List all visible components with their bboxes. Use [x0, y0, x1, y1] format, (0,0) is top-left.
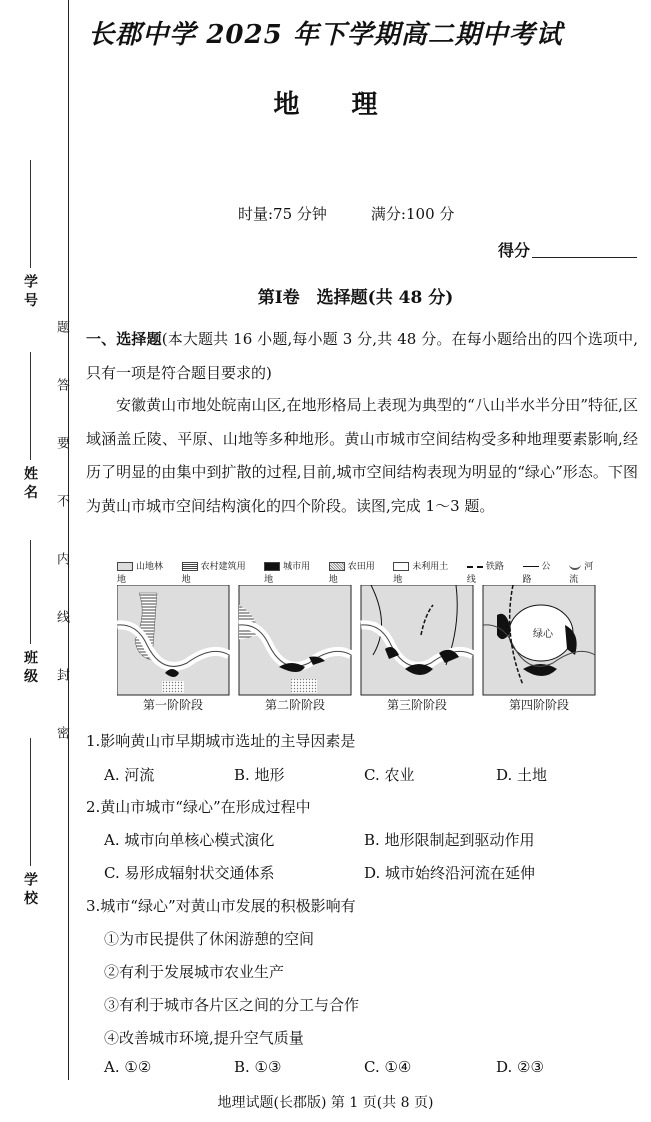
city-structure-figure: [117, 562, 602, 715]
class-label: 班 级: [22, 650, 38, 683]
question-1-option-b: B. 地形: [234, 766, 285, 784]
figure-legend: [117, 562, 602, 585]
question-3-item: ②有利于发展城市农业生产: [104, 963, 285, 981]
instructions-heading: 一、选择题: [86, 330, 162, 348]
question-3-item: ①为市民提供了休闲游憩的空间: [104, 930, 315, 948]
page-footer: 地理试题(长郡版) 第 1 页(共 8 页): [217, 1095, 434, 1111]
question-2-option-c: C. 易形成辐射状交通体系: [104, 864, 275, 882]
score-blank: [532, 257, 637, 258]
name-label: 姓 名: [22, 466, 38, 499]
school-label: 学 校: [22, 872, 38, 905]
legend-item: 公路: [522, 562, 551, 585]
exam-title: 长郡中学 2025 年下学期高二期中考试: [88, 20, 563, 50]
seal-char: 密: [54, 726, 69, 739]
seal-char: 要: [54, 436, 69, 449]
passage: 安徽黄山市地处皖南山区,在地形格局上表现为典型的“八山半水半分田”特征,区域涵盖丘陵、平原、山地等多种地形。黄山市城市空间结构受多种地理要素影响,经历了明显的由集中到扩散的过程,目前,城市空间结构表现为明显的“绿心”形态。下图为黄山市城市空间结构演化的四个阶段。读图,完成 1～3 题。: [86, 396, 638, 515]
subject-title: [0, 84, 651, 121]
question-1-option-a: A. 河流: [104, 766, 155, 784]
stage-label: 第二阶阶段: [264, 698, 325, 712]
name-field: [20, 352, 40, 499]
seal-char: 不: [54, 494, 69, 507]
question-2-option-b: B. 地形限制起到驱动作用: [364, 831, 535, 849]
legend-item: 河流: [569, 562, 594, 585]
question-3-stem: 3.城市“绿心”对黄山市发展的积极影响有: [86, 897, 356, 915]
student-no-label: 学 号: [22, 274, 38, 307]
score-label: 得分: [498, 241, 531, 260]
stage-maps: [117, 585, 602, 703]
instructions-text: (本大题共 16 小题,每小题 3 分,共 48 分。在每小题给出的四个选项中,只有一项是符合题目要求的): [86, 330, 638, 382]
stage-1-map: [117, 585, 229, 695]
question-3-item: ③有利于城市各片区之间的分工与合作: [104, 996, 360, 1014]
question-3-option-b: B. ①③: [234, 1058, 282, 1076]
legend-item: 农村建筑用地: [181, 562, 246, 585]
question-1-stem: 1.影响黄山市早期城市选址的主导因素是: [86, 732, 356, 750]
subject-char-2: 理: [351, 90, 378, 120]
legend-item: 城市用地: [264, 562, 311, 585]
question-2-option-d: D. 城市始终沿河流在延伸: [364, 864, 536, 882]
question-3-item: ④改善城市环境,提升空气质量: [104, 1029, 304, 1047]
stage-label: 第四阶阶段: [508, 698, 569, 712]
legend-item: 山地林地: [117, 562, 164, 585]
stage-label: 第三阶阶段: [386, 698, 447, 712]
section-title: 第Ⅰ卷 选择题(共 48 分): [257, 288, 454, 308]
question-1-option-c: C. 农业: [364, 766, 415, 784]
question-2-stem: 2.黄山市城市“绿心”在形成过程中: [86, 798, 311, 816]
stage-2-map: [239, 585, 351, 695]
question-1-option-d: D. 土地: [496, 766, 548, 784]
question-2-option-a: A. 城市向单核心模式演化: [104, 831, 275, 849]
legend-item: 农田用地: [328, 562, 375, 585]
seal-char: 答: [54, 378, 69, 391]
question-3-option-a: A. ①②: [104, 1058, 152, 1076]
name-blank: [30, 352, 31, 460]
seal-char: 题: [54, 320, 69, 333]
seal-char: 线: [54, 610, 69, 623]
question-3-option-c: C. ①④: [364, 1058, 412, 1076]
full-score: 满分:100 分: [370, 205, 455, 223]
class-blank: [30, 540, 31, 644]
instructions: [86, 323, 638, 390]
stage-4-map: [483, 585, 595, 695]
legend-item: 铁路线: [466, 562, 504, 585]
school-blank: [30, 738, 31, 866]
student-no-blank: [30, 160, 31, 268]
green-heart-label: 绿心: [533, 629, 553, 640]
class-field: [20, 540, 40, 683]
binding-line: [68, 0, 69, 1080]
subject-char-1: 地: [273, 90, 300, 120]
stage-3-map: [361, 585, 473, 695]
seal-char: 封: [54, 668, 69, 681]
legend-item: 未利用土地: [393, 562, 449, 585]
school-field: [20, 738, 40, 905]
stage-label: 第一阶阶段: [142, 698, 203, 712]
seal-char: 内: [54, 552, 69, 565]
exam-meta: [238, 203, 454, 224]
question-3-option-d: D. ②③: [496, 1058, 544, 1076]
exam-time: 时量:75 分钟: [238, 205, 327, 223]
